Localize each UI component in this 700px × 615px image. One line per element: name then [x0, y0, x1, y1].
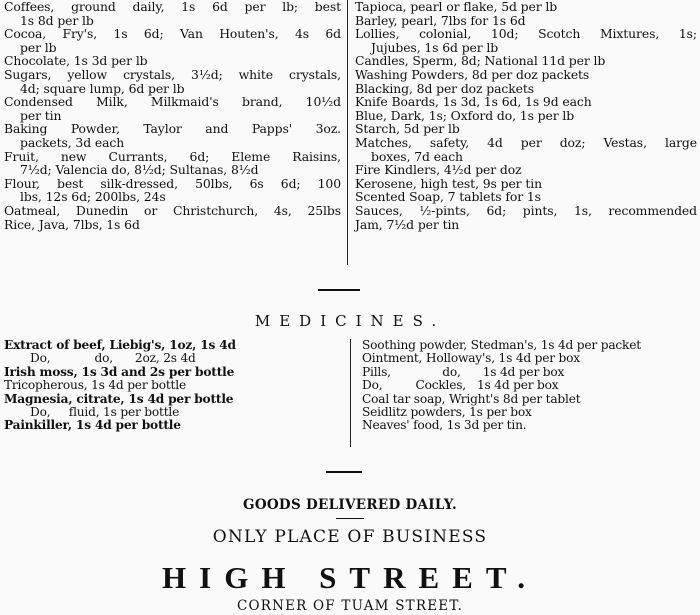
column-divider [347, 0, 348, 265]
list-item: Washing Powders, 8d per doz packets [355, 66, 590, 82]
list-item: Do, Cockles, 1s 4d per box [362, 378, 559, 393]
goods-delivered-line: GOODS DELIVERED DAILY. [242, 497, 457, 513]
section-rule [318, 289, 360, 291]
list-item: Candles, Sperm, 8d; National 11d per lb [355, 53, 606, 69]
medicines-left-column [4, 339, 344, 433]
list-item: Knife Boards, 1s 3d, 1s 6d, 1s 9d each [355, 94, 592, 110]
list-item: Blacking, 8d per doz packets [355, 80, 535, 96]
list-item: Extract of beef, Liebig's, 1oz, 1s 4d [4, 338, 236, 352]
list-item: Barley, pearl, 7lbs for 1s 6d [355, 12, 526, 28]
column-divider [350, 339, 351, 447]
list-item: Do, fluid, 1s per bottle [30, 405, 180, 420]
list-item: 4d; square lump, 6d per lb [20, 80, 185, 96]
list-item: Ointment, Holloway's, 1s 4d per box [362, 351, 580, 366]
list-item: Tricopherous, 1s 4d per bottle [4, 378, 186, 393]
list-item: Coffees, ground daily, 1s 6d per lb; best [4, 0, 341, 14]
list-item: Pills, do, 1s 4d per box [362, 364, 565, 379]
list-item: Blue, Dark, 1s; Oxford do, 1s per lb [355, 107, 575, 123]
high-street-heading: HIGH STREET. [162, 560, 538, 595]
list-item: Neaves' food, 1s 3d per tin. [362, 418, 527, 433]
list-item: Matches, safety, 4d per doz; Vestas, large [355, 134, 697, 150]
groceries-right-column [355, 0, 697, 231]
list-item: boxes, 7d each [371, 148, 463, 164]
list-item: Soothing powder, Stedman's, 1s 4d per packet [362, 338, 641, 352]
list-item: Lollies, colonial, 10d; Scotch Mixtures, 1s; [355, 26, 697, 42]
section-rule [326, 471, 362, 473]
section-rule [336, 518, 364, 519]
list-item: Jujubes, 1s 6d per lb [371, 39, 499, 55]
list-item: Chocolate, 1s 3d per lb [4, 53, 148, 69]
list-item: per lb [20, 39, 57, 55]
only-place-line: ONLY PLACE OF BUSINESS [212, 527, 488, 547]
list-item: 1s 8d per lb [20, 12, 94, 28]
list-item: Condensed Milk, Milkmaid's brand, 10½d [4, 94, 341, 110]
list-item: per tin [20, 107, 62, 123]
list-item: packets, 3d each [20, 134, 125, 150]
list-item: Fire Kindlers, 4½d per doz [355, 162, 522, 178]
list-item: Seidlitz powders, 1s per box [362, 405, 532, 420]
list-item: Starch, 5d per lb [355, 121, 460, 137]
list-item: Sugars, yellow crystals, 3½d; white crystals, [4, 66, 341, 82]
medicines-right-column [362, 339, 700, 433]
list-item: Oatmeal, Dunedin or Christchurch, 4s, 25lbs [4, 202, 341, 218]
list-item: Baking Powder, Taylor and Papps' 3oz. [4, 121, 341, 137]
list-item: Painkiller, 1s 4d per bottle [4, 418, 181, 433]
list-item: Irish moss, 1s 3d and 2s per bottle [4, 364, 235, 379]
groceries-section [0, 0, 700, 268]
groceries-left-column [4, 0, 341, 231]
list-item: lbs, 12s 6d; 200lbs, 24s [20, 189, 166, 205]
list-item: Rice, Java, 7lbs, 1s 6d [4, 216, 140, 232]
corner-line: CORNER OF TUAM STREET. [236, 598, 464, 614]
list-item: Coal tar soap, Wright's 8d per tablet [362, 391, 581, 406]
list-item: Magnesia, citrate, 1s 4d per bottle [4, 391, 234, 406]
list-item: Scented Soap, 7 tablets for 1s [355, 189, 541, 205]
list-item: Tapioca, pearl or flake, 5d per lb [355, 0, 558, 14]
list-item: Flour, best silk-dressed, 50lbs, 6s 6d; 100 [4, 175, 341, 191]
list-item: Jam, 7½d per tin [355, 216, 460, 232]
list-item: Sauces, ½-pints, 6d; pints, 1s, recommended [355, 202, 697, 218]
medicines-heading: MEDICINES. [254, 312, 446, 330]
list-item: Do, do, 2oz, 2s 4d [30, 351, 196, 366]
list-item: Kerosene, high test, 9s per tin [355, 175, 542, 191]
list-item: 7½d; Valencia do, 8½d; Sultanas, 8½d [20, 162, 259, 178]
list-item: Fruit, new Currants, 6d; Eleme Raisins, [4, 148, 341, 164]
list-item: Cocoa, Fry's, 1s 6d; Van Houten's, 4s 6d [4, 26, 341, 42]
